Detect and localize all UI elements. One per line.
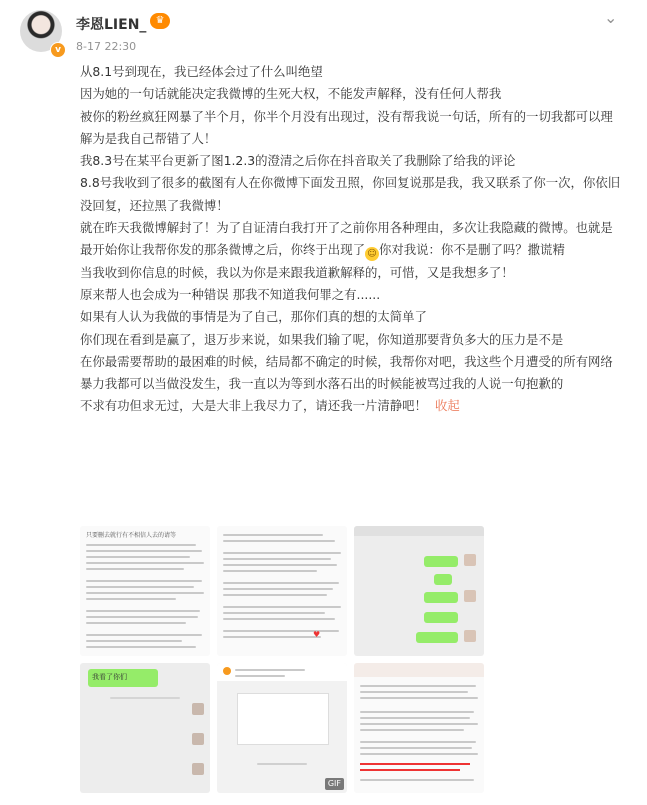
image-thumb-2[interactable] (217, 526, 347, 656)
post-line: 原来帮人也会成为一种错误 那我不知道我何罪之有...... (80, 286, 381, 302)
collapse-link[interactable]: 收起 (434, 398, 460, 414)
post-line: 在你最需要帮助的最困难的时候，结局都不确定的时候，我帮你对吧，我这些个月遭受的所有网络暴力我都可以当做没发生，我一直以为等到水落石出的时候能被骂过我的人说一句抱歉的 (80, 353, 613, 392)
chevron-down-icon[interactable]: ⌄ (604, 8, 618, 27)
post-line: 不求有功但求无过，大是大非上我尽力了，请还我一片清静吧！ 收起 (80, 398, 460, 414)
heart-icon: ♥ (313, 630, 321, 639)
post-text (80, 61, 625, 418)
post-header (0, 0, 647, 62)
image-thumb-3[interactable] (354, 526, 484, 656)
post-line: 就在昨天我微博解封了！为了自证清白我打开了之前你用各种理由，多次让我隐藏的微博。也就是最开始你让我帮你发的那条微博之后，你终于出现了 ☺ 你对我说：你不是删了吗？撒谎精 (80, 220, 613, 260)
post-line: 我8.3号在某平台更新了图1.2.3的澄清之后你在抖音取关了我删除了给我的评论 (80, 153, 516, 169)
post-line: 从8.1号到现在，我已经体会过了什么叫绝望 (80, 64, 323, 79)
image-thumb-1[interactable]: 只要删去就行有不相信人去的请等 (80, 526, 210, 656)
post-line: 当我收到你信息的时候，我以为你是来跟我道歉解释的，可惜，又是我想多了！ (80, 264, 514, 280)
username[interactable]: 李恩LIEN_ (76, 17, 147, 33)
post-line: 被你的粉丝疯狂网暴了半个月，你半个月没有出现过，没有帮我说一句话，所有的一切我都可以理解为是我自己帮错了人！ (80, 108, 613, 146)
post-line: 8.8号我收到了很多的截图有人在你微博下面发丑照，你回复说那是我，我又联系了你一次，你依旧没回复，还拉黑了我微博！ (80, 175, 621, 213)
image-thumb-4[interactable]: 我看了你们 (80, 663, 210, 793)
notification-icon (223, 667, 231, 675)
image-thumb-6[interactable] (354, 663, 484, 793)
vip-crown-icon[interactable]: ♛ (150, 13, 170, 29)
image-thumb-5[interactable]: GIF (217, 663, 347, 793)
v-badge-icon: v (50, 42, 66, 58)
post-line: 因为她的一句话就能决定我微博的生死大权，不能发声解释，没有任何人帮我 (80, 86, 502, 102)
post-line: 你们现在看到是赢了，退万步来说，如果我们输了呢，你知道那要背负多大的压力是不是 (80, 331, 564, 347)
smile-emoji-icon: ☺ (365, 247, 379, 261)
post-line: 如果有人认为我做的事情是为了自己，那你们真的想的太简单了 (80, 309, 427, 325)
post-time[interactable]: 8-17 22:30 (76, 40, 137, 53)
